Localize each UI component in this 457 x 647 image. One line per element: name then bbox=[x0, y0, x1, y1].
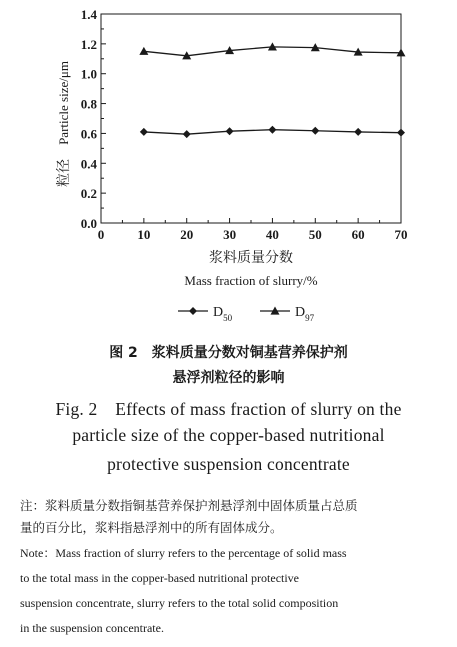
note-en-line2: to the total mass in the copper-based nutritional protective bbox=[20, 571, 300, 585]
plot-frame bbox=[101, 14, 401, 223]
data-point-diamond bbox=[354, 128, 362, 136]
note-cn bbox=[20, 495, 440, 539]
note-en-line4: in the suspension concentrate. bbox=[20, 621, 164, 635]
caption-en-line3: protective suspension concentrate bbox=[107, 454, 350, 474]
data-point-triangle bbox=[139, 47, 148, 55]
y-tick-label: 1.4 bbox=[80, 7, 97, 22]
data-point-diamond bbox=[226, 127, 234, 135]
note-cn-line2: 量的百分比，浆料指悬浮剂中的所有固体成分。 bbox=[20, 520, 283, 535]
x-tick-label: 60 bbox=[351, 227, 365, 242]
caption-en-line1: Fig. 2 Effects of mass fraction of slurry on the bbox=[55, 399, 402, 419]
data-point-diamond bbox=[311, 127, 319, 135]
legend-item-D97 bbox=[260, 305, 315, 323]
y-axis-ticks bbox=[81, 7, 106, 231]
series-D97 bbox=[139, 42, 405, 59]
series-D50 bbox=[140, 126, 405, 138]
legend-item-D50 bbox=[178, 305, 233, 323]
legend-marker-diamond bbox=[189, 307, 197, 315]
caption-en-line2: particle size of the copper-based nutritional bbox=[72, 425, 385, 445]
x-tick-label: 0 bbox=[97, 227, 105, 242]
x-tick-label: 70 bbox=[394, 227, 408, 242]
legend-label-subscript: 50 bbox=[223, 313, 233, 323]
caption-cn-line2: 悬浮剂粒径的影响 bbox=[172, 370, 285, 386]
x-tick-label: 50 bbox=[308, 227, 322, 242]
data-point-diamond bbox=[397, 129, 405, 137]
y-axis-label-cn: 粒径 bbox=[56, 159, 72, 187]
y-axis-label-en: Particle size/μm bbox=[56, 61, 71, 145]
legend-label-subscript: 97 bbox=[305, 313, 315, 323]
y-tick-label: 0.2 bbox=[80, 186, 97, 202]
legend-label: $D_{97}$ bbox=[295, 305, 315, 323]
y-tick-label: 0.4 bbox=[80, 156, 97, 172]
x-tick-label: 10 bbox=[137, 227, 151, 242]
x-axis-label-cn: 浆料质量分数 bbox=[209, 250, 293, 266]
series-layer bbox=[139, 42, 405, 138]
caption-cn-line1: 图 2 浆料质量分数对铜基营养保护剂 bbox=[109, 345, 348, 361]
y-tick-label: 1.2 bbox=[80, 36, 97, 52]
legend bbox=[178, 305, 315, 323]
note-en-line3: suspension concentrate, slurry refers to the total solid composition bbox=[20, 596, 339, 610]
y-tick-label: 1.0 bbox=[80, 66, 97, 82]
data-point-diamond bbox=[268, 126, 276, 134]
y-tick-label: 0.8 bbox=[80, 96, 97, 112]
note-en-line1: Note：Mass fraction of slurry refers to the percentage of solid mass bbox=[20, 546, 347, 560]
x-axis-ticks bbox=[98, 218, 408, 242]
x-tick-label: 30 bbox=[223, 227, 237, 242]
note-en bbox=[20, 541, 440, 641]
data-point-diamond bbox=[183, 130, 191, 138]
note-cn-line1: 注：浆料质量分数指铜基营养保护剂悬浮剂中固体质量占总质 bbox=[20, 498, 358, 513]
y-tick-label: 0.6 bbox=[80, 126, 97, 142]
x-tick-label: 40 bbox=[265, 227, 279, 242]
data-point-diamond bbox=[140, 128, 148, 136]
legend-label: $D_{50}$ bbox=[213, 305, 233, 323]
x-axis-label-en: Mass fraction of slurry/% bbox=[184, 273, 318, 288]
y-tick-label: 0.0 bbox=[80, 216, 97, 231]
x-tick-label: 20 bbox=[180, 227, 194, 242]
